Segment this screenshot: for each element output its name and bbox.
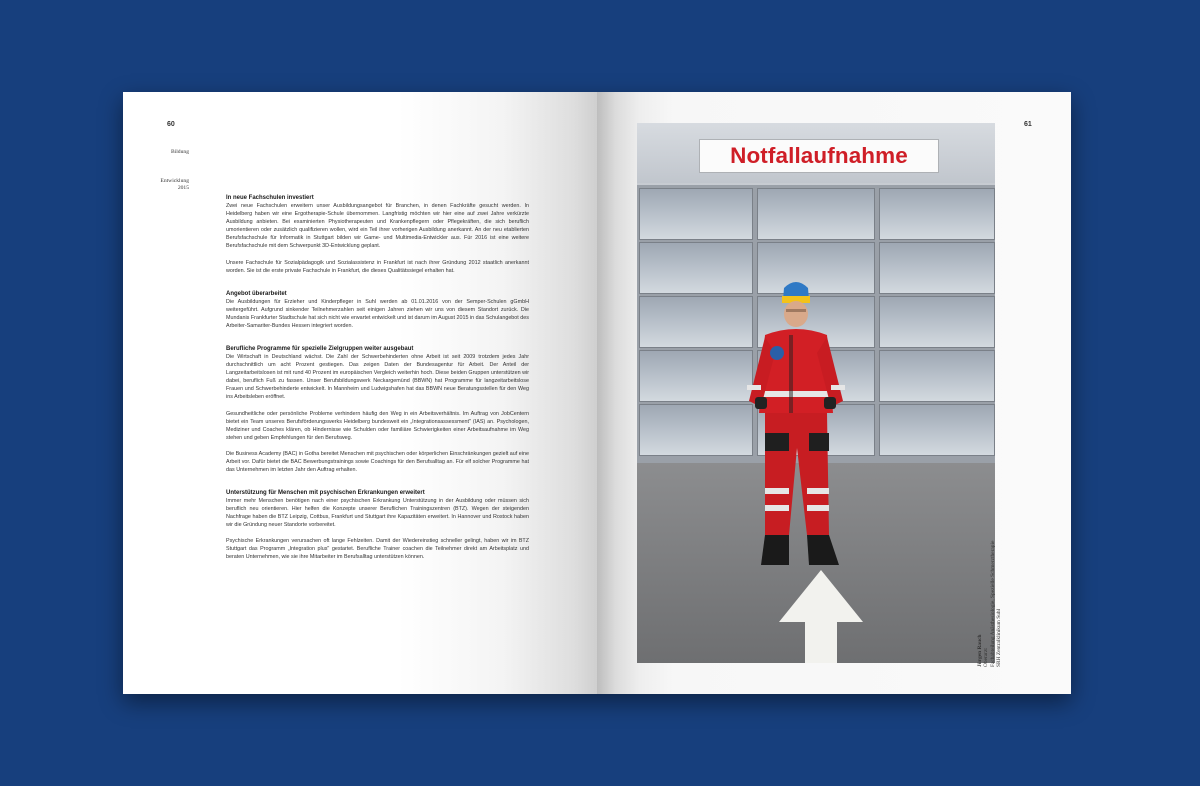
caption-line: Fachabteilung Anästhesiologie, Spezielle Schmerztherapie [989,540,996,667]
page-number-left: 60 [167,121,175,128]
page-number-right: 61 [1024,121,1032,128]
article-section [226,345,529,474]
caption-name: Jürgen Rauch [977,634,983,667]
paragraph: Psychische Erkrankungen verursachen oft lange Fehlzeiten. Damit der Wiedereinstieg schneller gelingt, haben wir im BTZ Stuttgart das Programm „Integration plus" gestartet. Berufliche Trainer coachen die Teilnehmer direkt am Arbeitsplatz und beraten Unternehmen, wie sie ihre Mitarbeiter im Berufsalltag unterstützen können. [226,538,529,561]
paramedic-figure [731,273,861,573]
portrait-photo [637,123,995,663]
article-section [226,489,529,562]
margin-label-subsection [145,178,189,192]
paragraph: Die Business Academy (BAC) in Gotha bereitet Menschen mit psychischen oder körperlichen Einschränkungen gezielt auf eine Arbeit vor. Dafür bietet die BAC Bewerbungstrainings sowie Coachings für den Berufsalltag an. Für elf solcher Programme hat das Unternehmen im letzten Jahr den Auftrag erhalten. [226,450,529,473]
photo-caption [977,497,1003,667]
caption-line: SRH Zentralklinikum Suhl [996,608,1003,667]
magazine-spread [123,92,1071,694]
paragraph: Unsere Fachschule für Sozialpädagogik und Sozialassistenz in Frankfurt ist nach ihrer Gründung 2012 staatlich anerkannt worden. Sie ist die erste private Fachschule in Frankfurt, die dieses Qualitätssiegel erhalten hat. [226,259,529,274]
caption-line: Oberarzt [983,648,990,667]
left-page [123,92,597,694]
margin-label-topic: Entwicklung [160,178,189,184]
section-heading: Angebot überarbeitet [226,290,287,297]
margin-label-year: 2015 [177,185,189,191]
paragraph: Immer mehr Menschen benötigen nach einer psychischen Erkrankung Unterstützung in der Ausbildung oder müssen sich beruflich neu orientieren. Hier helfen die Konzepte unserer Beruflichen Trainingszentren (BTZ). Wegen der steigenden Nachfrage haben die BTZ Leipzig, Cottbus, Frankfurt und Stuttgart ihre Kapazitäten erweitert. In Hannover und Rostock haben wir die Gründung neuer Standorte vorbereitet. [226,498,529,529]
section-heading: In neue Fachschulen investiert [226,195,314,201]
paragraph: Zwei neue Fachschulen erweitern unser Ausbildungsangebot für Branchen, in denen Fachkräfte gesucht werden. In Heidelberg haben wir eine Ergotherapie-Schule übernommen. Langfristig möchten wir hier eine auf zwei Jahre verkürzte Ausbildung anbieten. Bei examinierten Physiotherapeuten und Krankenpflegern oder Pflegekräften, die sich beruflich umorientieren oder zusätzlich qualifizieren wollen, wird ein Teil ihrer vorherigen Ausbildung anerkannt. An der neu etablierten Berufsfachschule für Informatik in Stuttgart bilden wir Game- und Multimedia-Entwickler aus. Für 2016 ist eine weitere Berufsfachschule mit dem Schwerpunkt 3D-Entwicklung geplant. [226,203,529,250]
margin-label-section: Bildung [170,149,189,155]
right-page [597,92,1071,694]
emergency-sign: Notfallaufnahme [699,139,939,173]
section-heading: Berufliche Programme für spezielle Zielgruppen weiter ausgebaut [226,346,414,353]
arrow-marking-icon [779,570,863,663]
section-heading: Unterstützung für Menschen mit psychischen Erkrankungen erweitert [226,489,425,496]
article-body [226,194,529,570]
paragraph: Gesundheitliche oder persönliche Probleme verhindern häufig den Weg in ein Arbeitsverhältnis. Im Auftrag von JobCentern bietet ein Team unseres Berufsförderungswerks Heidelberg bundesweit ein „Integrationsassessment" (IAS) an. Psychologen, Mediziner und Coaches klären, ob Hindernisse wie Schulden oder familiäre Schwierigkeiten einer Arbeitsaufnahme im Weg stehen und geben Empfehlungen für den Berufsweg. [226,410,529,441]
article-section [226,194,529,275]
article-section [226,290,529,330]
paragraph: Die Ausbildungen für Erzieher und Kinderpfleger in Suhl werden ab 01.01.2016 von der Semper-Schulen gGmbH weitergeführt. Aufgrund sinkender Teilnehmerzahlen seit einigen Jahren ziehen wir uns von diesem Standort zurück. Die Mundanis Frankfurter Stadtschule hat sich nicht wie erwartet entwickelt und ist darum im August 2015 in das Schulangebot des Arbeiter-Samariter-Bundes Hessen integriert worden. [226,298,529,329]
paragraph: Die Wirtschaft in Deutschland wächst. Die Zahl der Schwerbehinderten ohne Arbeit ist seit 2009 trotzdem jedes Jahr durchschnittlich um acht Prozent gestiegen. Das zeigen Daten der Bundesagentur für Arbeit. Der Anteil der Langzeitarbeitslosen ist mit rund 40 Prozent im europäischen Vergleich weiterhin hoch. Diese beiden Gruppen unterstützen wir dabei, beruflich Fuß zu fassen. Unser Berufsbildungswerk Neckargemünd (BBWN) hat Programme für langzeitarbeitslose Frauen und Schwerbehinderte entwickelt. In Mannheim und Ludwigshafen hat das BBWN neue Beratungsstellen für den Weg ins Arbeitsleben eröffnet. [226,354,529,401]
